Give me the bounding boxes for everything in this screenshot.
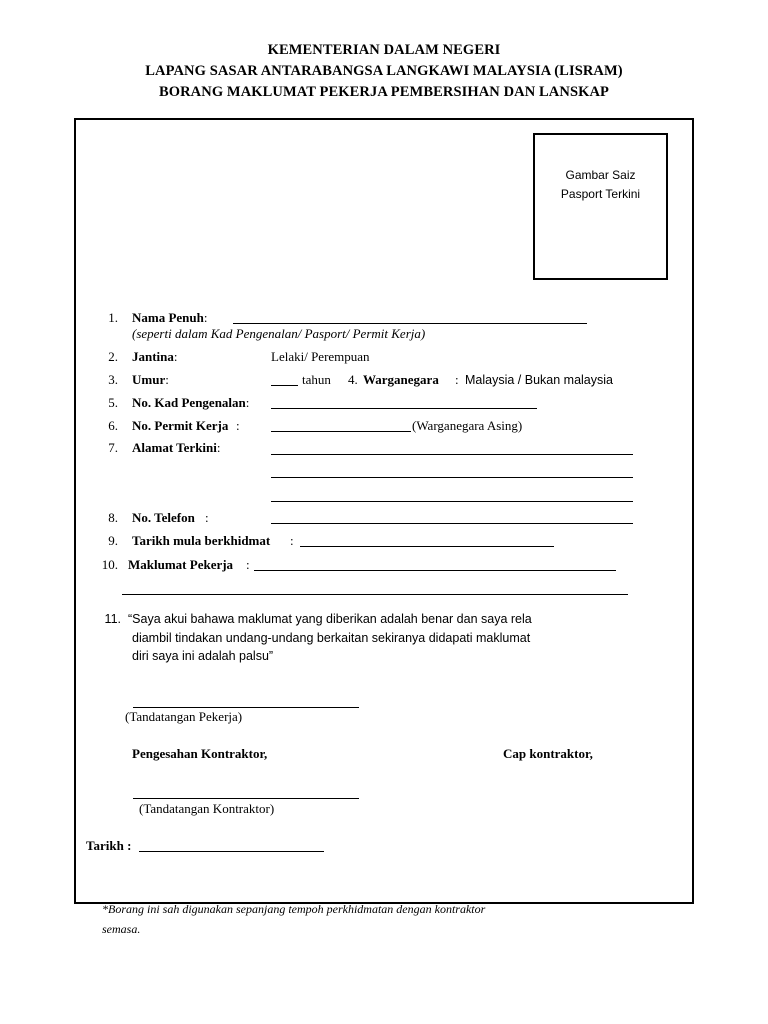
gender-colon: : [173,349,178,364]
photo-label-line2: Pasport Terkini [560,187,641,201]
full-name-label-group [132,310,208,326]
address-input-line-2[interactable] [271,477,633,478]
worker-signature-caption: (Tandatangan Pekerja) [125,709,243,724]
service-start-label: Tarikh mula berkhidmat [132,533,271,548]
worker-info-colon: : [246,557,250,572]
nationality-label: Warganegara [363,372,439,387]
field-9-number: 9. [108,533,118,548]
date-input-line[interactable] [139,851,324,852]
age-input-line[interactable] [271,385,298,386]
phone-input-line[interactable] [271,523,633,524]
ministry-title: KEMENTERIAN DALAM NEGERI [267,42,501,58]
work-permit-input-line[interactable] [271,431,411,432]
nationality-colon: : [455,372,459,387]
gender-label-group [132,349,178,365]
declaration-line-2: diambil tindakan undang-undang berkaitan sekiranya didapati maklumat [132,631,531,645]
field-4-number: 4. [348,372,358,387]
address-colon: : [216,440,221,455]
full-name-label: Nama Penuh [132,310,204,325]
footnote-line-1: *Borang ini sah digunakan sepanjang tempoh perkhidmatan dengan kontraktor [102,902,486,916]
worker-info-input-line-1[interactable] [254,570,616,571]
work-permit-colon: : [236,418,240,433]
photo-label-line1: Gambar Saiz [565,168,636,182]
address-input-line-3[interactable] [271,501,633,502]
field-6-number: 6. [108,418,118,433]
full-name-colon: : [203,310,208,325]
contractor-verification-label: Pengesahan Kontraktor, [132,746,268,761]
footnote-line-2: semasa. [102,922,141,936]
ic-number-colon: : [245,395,250,410]
full-name-input-line[interactable] [233,323,587,324]
field-7-number: 7. [108,440,118,455]
ic-number-label-group [132,395,249,411]
age-unit: tahun [302,372,331,387]
form-title: BORANG MAKLUMAT PEKERJA PEMBERSIHAN DAN LANSKAP [158,84,610,100]
declaration-line-1: “Saya akui bahawa maklumat yang diberikan adalah benar dan saya rela [128,612,532,626]
worker-signature-line[interactable] [133,707,359,708]
worker-info-label: Maklumat Pekerja [128,557,234,572]
service-start-input-line[interactable] [300,546,554,547]
ic-number-label: No. Kad Pengenalan [132,395,246,410]
field-2-number: 2. [108,349,118,364]
work-permit-label: No. Permit Kerja [132,418,229,433]
field-5-number: 5. [108,395,118,410]
field-8-number: 8. [108,510,118,525]
age-colon: : [165,372,169,387]
age-label: Umur [132,372,166,387]
address-label-group [132,440,221,456]
address-label: Alamat Terkini [132,440,217,455]
field-10-number: 10. [101,557,118,572]
age-label-group [132,372,169,388]
phone-label: No. Telefon [132,510,195,525]
nationality-options[interactable]: Malaysia / Bukan malaysia [465,373,613,387]
institution-title: LAPANG SASAR ANTARABANGSA LANGKAWI MALAYSIA (LISRAM) [145,63,623,79]
passport-photo-box[interactable] [533,133,668,280]
contractor-signature-caption: (Tandatangan Kontraktor) [139,801,275,816]
ic-number-input-line[interactable] [271,408,537,409]
declaration-line-3: diri saya ini adalah palsu” [132,649,274,663]
service-start-colon: : [290,533,294,548]
worker-info-input-line-2[interactable] [122,594,628,595]
contractor-signature-line[interactable] [133,798,359,799]
field-3-number: 3. [108,372,118,387]
field-11-number: 11. [104,612,121,626]
field-1-number: 1. [108,310,118,325]
footnote [102,899,572,939]
phone-colon: : [205,510,209,525]
gender-label: Jantina [132,349,174,364]
contractor-stamp-label: Cap kontraktor, [503,746,593,761]
gender-options[interactable]: Lelaki/ Perempuan [271,349,370,364]
address-input-line-1[interactable] [271,454,633,455]
date-label: Tarikh : [86,838,132,853]
work-permit-note: (Warganegara Asing) [412,418,523,433]
full-name-note: (seperti dalam Kad Pengenalan/ Pasport/ Permit Kerja) [132,326,426,341]
